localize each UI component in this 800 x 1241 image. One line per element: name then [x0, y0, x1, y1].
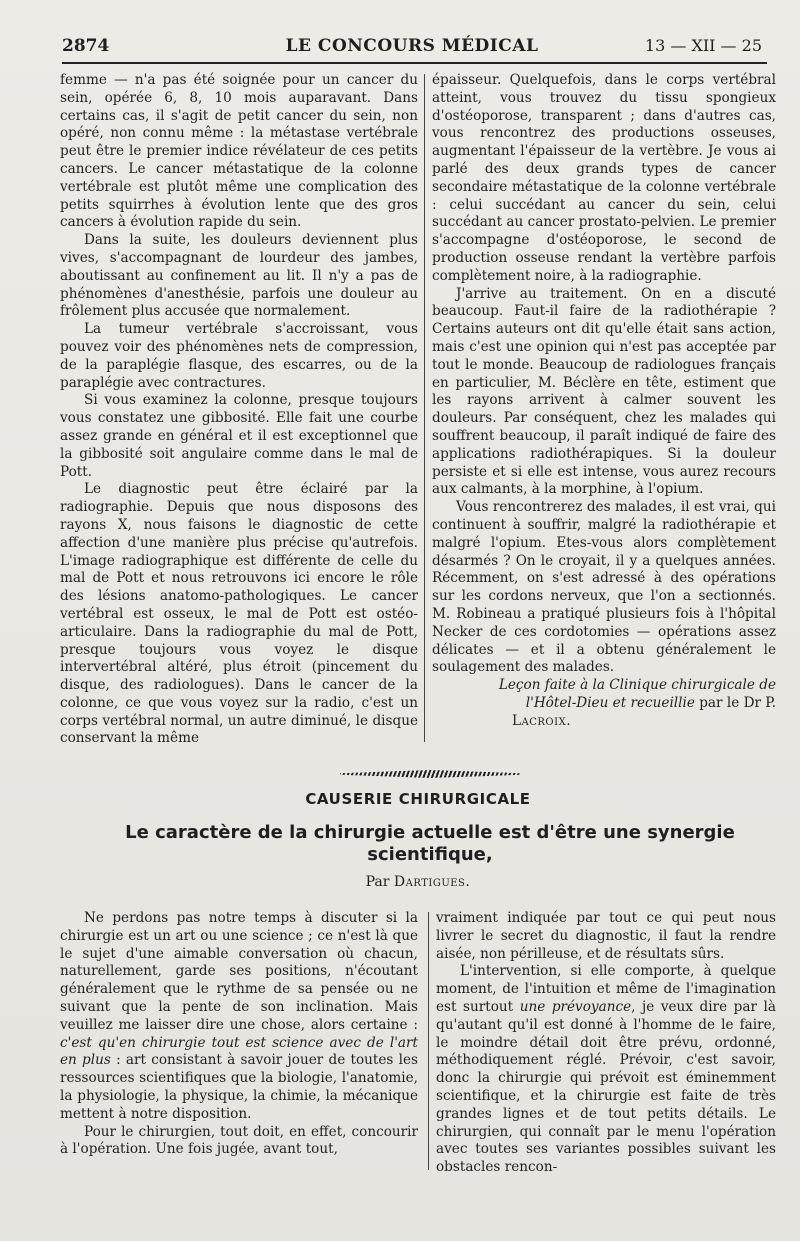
text-run: Ne perdons pas notre temps à discuter si la chirurgie est un art ou une science ; ce n'est là que le sujet d'une aimable conversation où chacun, naturellement, garde ses positions, n'écoutant généralement que le rythme de sa pensée ou ne suivant que la pente de son inclination. Mais veuillez me laisser dire une chose, alors certaine :: [60, 910, 418, 1033]
byline: [60, 874, 776, 890]
article-title: Le caractère de la chirurgie actuelle est d'être une synergie scientifique,: [125, 822, 735, 865]
paragraph: La tumeur vertébrale s'accroissant, vous pouvez voir des phénomènes nets de compression, de la paraplégie flasque, des escarres, ou de la paraplégie avec contractures.: [60, 321, 418, 391]
byline-prefix: Par: [365, 874, 394, 890]
article1-right-column: [432, 72, 776, 730]
column-divider: [428, 912, 429, 1170]
text-run: : art consistant à savoir jouer de toutes les ressources scientifiques que la biologie, l'anatomie, la physiologie, la physique, la chimie, la mécanique mettent à notre disposition.: [60, 1052, 419, 1122]
paragraph: femme — n'a pas été soignée pour un cancer du sein, opérée 6, 8, 10 mois auparavant. Dans certains cas, il s'agit de petit cancer du sein, non opéré, non connu même : la métastase vertébrale peut être le premier indice révélateur de ces petits cancers. Le cancer métastatique de la colonne vertébrale est plutôt même une complication des petits squirrhes à évolution lente que des gros cancers à évolution rapide du sein.: [60, 72, 418, 231]
page-number: 2874: [62, 36, 110, 56]
text-run: , je veux dire par là qu'autant qu'il est donné à l'homme de le faire, le moindre détail doit être prévu, ordonné, méthodiquement réglé. Prévoir, c'est savoir, donc la chirurgie qui prévoit est éminemment scientifique, et la chirurgie est faite de très grandes lignes et de tout petits détails. Le chirurgien, qui connaît par le menu l'opération avec toutes ses variantes possibles suivant les obstacles rencon-: [436, 998, 776, 1176]
paragraph: Dans la suite, les douleurs deviennent plus vives, s'accompagnant de lourdeur des jambes, aboutissant au confinement au lit. Il n'y a pas de phénomènes d'anesthésie, parfois une douleur au frôlement plus accusée que normalement.: [60, 232, 418, 320]
attribution-author-line: [432, 713, 776, 731]
article1-left-column: [60, 72, 418, 748]
column-divider: [424, 74, 425, 742]
paragraph: vraiment indiquée par tout ce qui peut nous livrer le secret du diagnostic, il faut la rendre aisée, non périlleuse, et de résultats sûrs.: [436, 910, 776, 962]
paragraph: Vous rencontrerez des malades, il est vrai, qui continuent à souffrir, malgré la radiothérapie et malgré l'opium. Etes-vous alors complètement désarmés ? On le croyait, il y a quelques années. Récemment, on s'est adressé à des opérations sur les cordons nerveux, que l'on a sectionnés. M. Robineau a pratiqué plusieurs fois à l'hôpital Necker de ces cordotomies — opérations assez délicates — et il a obtenu généralement le soulagement des malades.: [432, 499, 776, 676]
paragraph: Pour le chirurgien, tout doit, en effet, concourir à l'opération. Une fois jugée, avant tout,: [60, 1123, 418, 1158]
paragraph: J'arrive au traitement. On en a discuté beaucoup. Faut-il faire de la radiothérapie ? Certains auteurs ont dit qu'elle était sans action, mais c'est une opinion qui n'est pas acceptée par tout le monde. Beaucoup de radiologues français en particulier, M. Béclère en tête, estiment que les rayons arrivent à calmer souvent les douleurs. Par conséquent, chez les malades qui souffrent beaucoup, il paraît indiqué de faire des applications radiothérapiques. Si la douleur persiste et si elle est intense, vous aurez recours aux calmants, à la morphine, à l'opium.: [432, 285, 776, 498]
paragraph: Si vous examinez la colonne, presque toujours vous constatez une gibbosité. Elle fait une courbe assez grande en général et il est exceptionnel que la gibbosité soit angulaire comme dans le mal de Pott.: [60, 392, 418, 480]
attribution-line1: Leçon faite à la Clinique chirurgicale de: [498, 677, 776, 694]
paragraph: [60, 910, 418, 1124]
paragraph: épaisseur. Quelquefois, dans le corps vertébral atteint, vous trouvez du tissu spongieux d'ostéoporose, transparent ; dans d'autres cas, vous rencontrez des productions osseuses, augmentant l'épaisseur de la vertèbre. Je vous ai parlé des deux grands types de cancer secondaire métastatique de la colonne vertébrale : celui succédant au cancer du sein, celui succédant au cancer prostato-pelvien. Le premier s'accompagne d'ostéoporose, le second de production osseuse rendant la vertèbre parfois complètement noire, à la radiographie.: [432, 72, 776, 284]
byline-author: Dartigues.: [393, 874, 471, 890]
paragraph: [436, 963, 776, 1177]
attribution: [432, 677, 776, 730]
text-run: L'intervention, si elle comporte, à quelque moment, de l'intuition et même de l'imagination est surtout: [436, 963, 776, 1015]
attribution-author: Lacroix.: [512, 712, 572, 729]
attribution-line2-italic: l'Hôtel-Dieu et recueillie: [525, 694, 695, 711]
running-head: [62, 36, 762, 60]
header-rule: [62, 62, 767, 64]
attribution-line2: [432, 695, 776, 713]
journal-title: LE CONCOURS MÉDICAL: [285, 36, 539, 56]
italic-run: une prévoyance: [519, 998, 632, 1015]
issue-date: 13 — XII — 25: [644, 36, 762, 55]
italic-run: c'est qu'en chirurgie tout est science avec de l'art en plus: [60, 1034, 418, 1069]
attribution-line2-rest: par le Dr P.: [694, 694, 776, 711]
article2-right-column: [436, 910, 776, 1177]
paragraph: Le diagnostic peut être éclairé par la radiographie. Depuis que nous disposons des rayons X, nous faisons le diagnostic de cette affection d'une manière plus précise qu'autrefois. L'image radiographique est différente de celle du mal de Pott et nous retrouvons ici encore le rôle des lésions anatomo-pathologiques. Le cancer vertébral est osseux, le mal de Pott est ostéo-articulaire. Dans la radiographie du mal de Pott, presque toujours vous voyez le disque intervertébral altéré, plus étroit (pincement du disque, des radiologues). Dans le cancer de la colonne, ce que vous voyez sur la radio, c'est un corps vertébral normal, un autre diminué, le disque conservant la même: [60, 481, 418, 747]
article2-left-column: [60, 910, 418, 1159]
section-title: CAUSERIE CHIRURGICALE: [305, 790, 531, 808]
section-ornament: [340, 770, 520, 778]
